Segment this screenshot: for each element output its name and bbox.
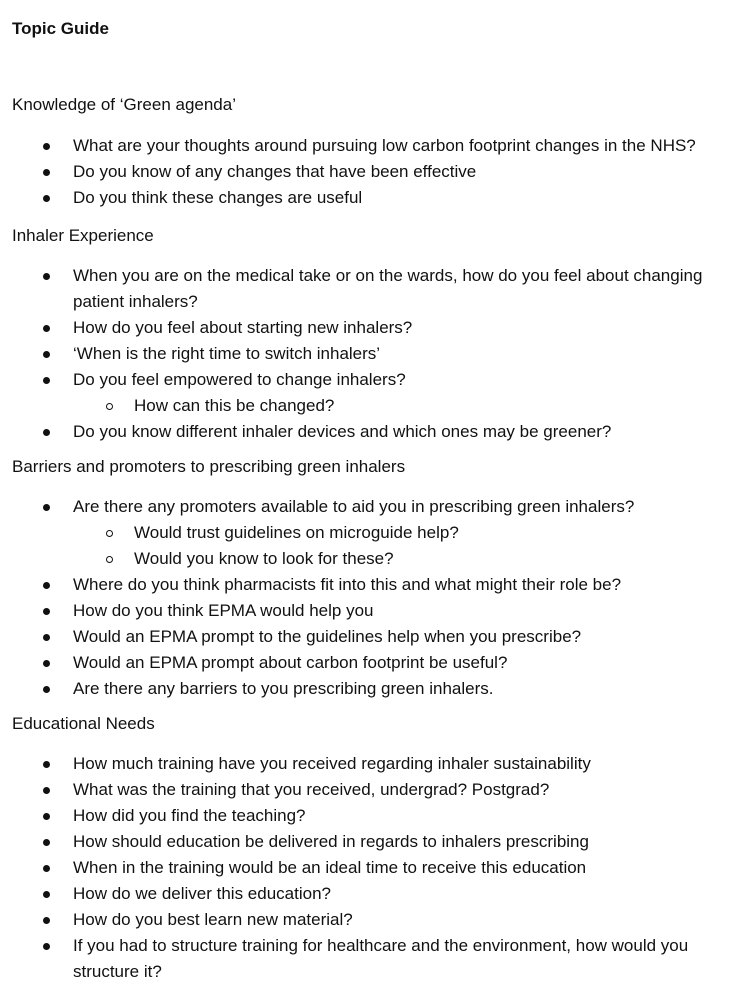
- list-item: What are your thoughts around pursuing low carbon footprint changes in the NHS?: [0, 133, 750, 159]
- list-item: How should education be delivered in regards to inhalers prescribing: [0, 829, 750, 855]
- list-item: Do you think these changes are useful: [0, 185, 750, 211]
- list-item: Would an EPMA prompt about carbon footprint be useful?: [0, 650, 750, 676]
- list-item: How do you feel about starting new inhalers?: [0, 315, 750, 341]
- list-item: Do you know different inhaler devices and which ones may be greener?: [0, 419, 750, 445]
- sub-list-item: Would trust guidelines on microguide help?: [0, 520, 750, 546]
- list-item: Are there any barriers to you prescribing green inhalers.: [0, 676, 750, 702]
- list-item: How much training have you received regarding inhaler sustainability: [0, 751, 750, 777]
- section-list-barriers-promoters: [0, 494, 750, 702]
- list-item: How did you find the teaching?: [0, 803, 750, 829]
- list-item: Would an EPMA prompt to the guidelines help when you prescribe?: [0, 624, 750, 650]
- sub-list-item: Would you know to look for these?: [0, 546, 750, 572]
- section-list-educational-needs: [0, 751, 750, 985]
- section-heading-educational-needs: Educational Needs: [12, 714, 155, 733]
- section-heading-green-agenda: Knowledge of ‘Green agenda’: [12, 95, 236, 114]
- section-heading-inhaler-experience: Inhaler Experience: [12, 226, 154, 245]
- section-heading-barriers-promoters: Barriers and promoters to prescribing green inhalers: [12, 457, 406, 476]
- list-item: ‘When is the right time to switch inhalers’: [0, 341, 750, 367]
- list-item: Do you know of any changes that have been effective: [0, 159, 750, 185]
- document-title: Topic Guide: [12, 19, 109, 38]
- list-item: How do you think EPMA would help you: [0, 598, 750, 624]
- list-item: When you are on the medical take or on the wards, how do you feel about changing patient inhalers?: [0, 263, 750, 315]
- list-item: How do we deliver this education?: [0, 881, 750, 907]
- section-list-inhaler-experience: [0, 263, 750, 445]
- list-item: Do you feel empowered to change inhalers?: [0, 367, 750, 393]
- list-item: Where do you think pharmacists fit into this and what might their role be?: [0, 572, 750, 598]
- list-item: Are there any promoters available to aid you in prescribing green inhalers?: [0, 494, 750, 520]
- list-item: If you had to structure training for healthcare and the environment, how would you structure it?: [0, 933, 750, 985]
- list-item: What was the training that you received, undergrad? Postgrad?: [0, 777, 750, 803]
- list-item: When in the training would be an ideal time to receive this education: [0, 855, 750, 881]
- list-item: How do you best learn new material?: [0, 907, 750, 933]
- sub-list-item: How can this be changed?: [0, 393, 750, 419]
- section-list-green-agenda: [0, 133, 750, 211]
